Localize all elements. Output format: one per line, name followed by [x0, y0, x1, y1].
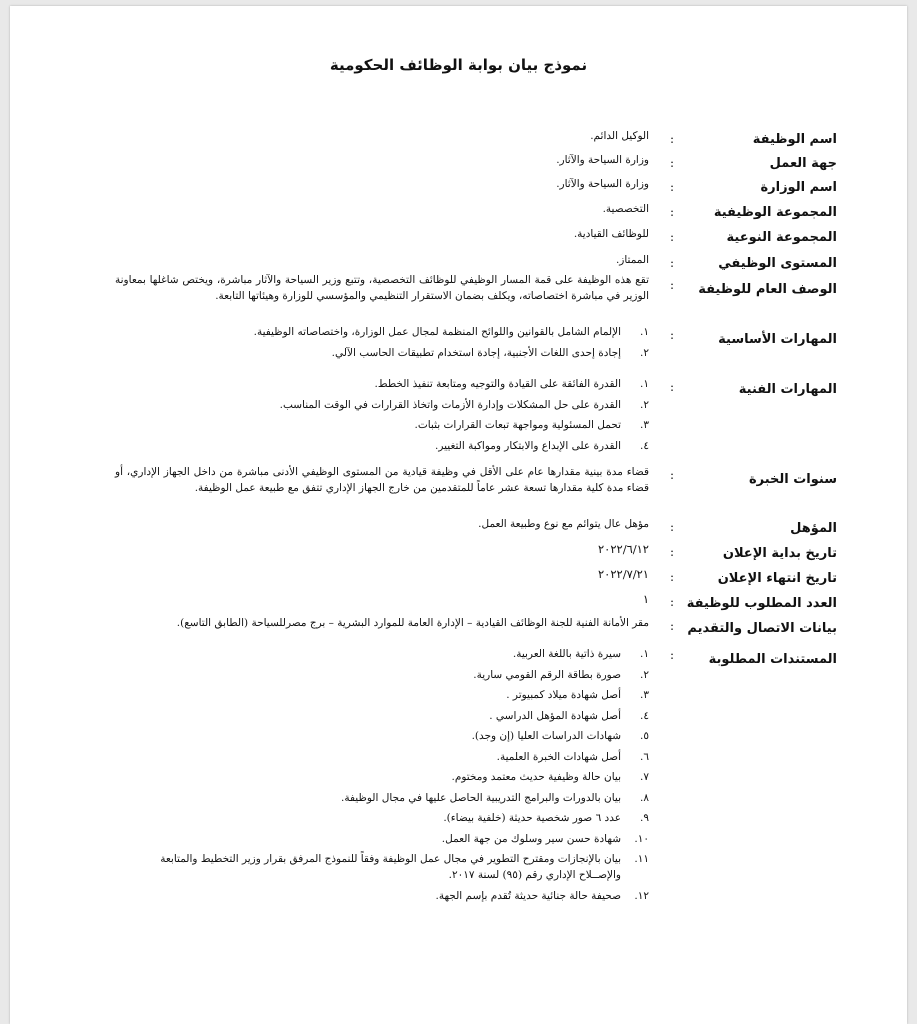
field-value: وزارة السياحة والآثار.: [556, 154, 649, 166]
field-label: الوصف العام للوظيفة: [698, 282, 837, 297]
field-label: تاريخ انتهاء الإعلان: [717, 571, 837, 586]
field-value: للوظائف القيادية.: [573, 228, 649, 240]
field-colon: :: [669, 570, 675, 584]
basic-skills-list: [115, 324, 649, 361]
list-item: ٢. إجادة إحدى اللغات الأجنبية، إجادة استخدام تطبيقات الحاسب الآلي.: [331, 346, 649, 359]
field-colon: :: [669, 468, 675, 482]
field-colon: :: [669, 648, 675, 662]
list-item: ٨. بيان بالدورات والبرامج التدريبية الحاصل عليها في مجال الوظيفة.: [341, 791, 649, 804]
list-item: ١٠. شهادة حسن سير وسلوك من جهة العمل.: [441, 832, 649, 845]
field-value: ٢٠٢٢/٧/٢١: [598, 567, 649, 581]
document-title: نموذج بيان بوابة الوظائف الحكومية: [329, 56, 588, 74]
field-value: التخصصية.: [602, 203, 649, 215]
field-value: الوكيل الدائم.: [590, 130, 649, 142]
field-colon: :: [669, 545, 675, 559]
field-colon: :: [669, 328, 675, 342]
field-label: اسم الوزارة: [760, 180, 837, 195]
list-item: ١٢. صحيفة حالة جنائية حديثة تُقدم بإسم الجهة.: [435, 889, 649, 902]
field-label: المجموعة الوظيفية: [713, 205, 837, 220]
list-item: ٩. عدد ٦ صور شخصية حديثة (خلفية بيضاء).: [443, 812, 649, 824]
list-item: ٥. شهادات الدراسات العليا (إن وجد).: [471, 730, 649, 742]
field-value: مقر الأمانة الفنية للجنة الوظائف القيادية – الإدارة العامة للموارد البشرية – برج مصرللسياحة (الطابق التاسع).: [176, 617, 649, 629]
field-value: مؤهل عال يتوائم مع نوع وطبيعة العمل.: [478, 518, 649, 530]
field-colon: :: [669, 205, 675, 219]
field-label: المهارات الأساسية: [718, 332, 837, 347]
field-label: المؤهل: [790, 521, 837, 536]
field-value: تقع هذه الوظيفة على قمة المسار الوظيفي للوظائف التخصصية، وتتبع وزير السياحة والآثار مباشرة، ويختص شاغلها بمعاونة الوزير في مباشرة اختصاصاته، ويكلف بضمان الاستقرار التنظيمي والمؤسسي للوزارة وهيئاتها التابعة.: [115, 274, 649, 302]
field-value: الممتاز.: [615, 254, 649, 266]
list-item: ٣. تحمل المسئولية ومواجهة تبعات القرارات بثبات.: [414, 419, 649, 431]
field-label: المستوى الوظيفي: [718, 256, 837, 271]
field-colon: :: [669, 520, 675, 534]
field-colon: :: [669, 380, 675, 394]
field-value: وزارة السياحة والآثار.: [556, 178, 649, 190]
field-label: سنوات الخبرة: [748, 472, 837, 487]
field-label: اسم الوظيفة: [752, 132, 837, 147]
field-colon: :: [669, 619, 675, 633]
field-colon: :: [669, 256, 675, 270]
field-label: بيانات الاتصال والتقديم: [687, 621, 837, 636]
list-item: ١. الإلمام الشامل بالقوانين واللوائح المنظمة لمجال عمل الوزارة، واختصاصاته الوظيفية.: [253, 326, 649, 338]
list-item: ١١. بيان بالإنجازات ومقترح التطوير في مجال عمل الوظيفة وفقاً للنموذج المرفق بقرار وزير التخطيط والمتابعة والإصــلاح الإداري رقم (٩٥) لسنة ٢٠١٧.: [160, 853, 649, 881]
list-item: ٤. أصل شهادة المؤهل الدراسي .: [489, 709, 649, 722]
field-value: ٢٠٢٢/٦/١٢: [598, 542, 649, 556]
list-item: ٢. صورة بطاقة الرقم القومي سارية.: [473, 668, 649, 681]
field-value: قضاء مدة بينية مقدارها عام على الأقل في وظيفة قيادية من المستوى الوظيفي الأدنى مباشرة من داخل الجهاز الإداري، أو قضاء مدة كلية مقدارها تسعة عشر عاماً للمتقدمين من خارج الجهاز الإداري تتفق مع طبيعة عمل الوظيفة.: [115, 466, 649, 494]
field-value: ١: [642, 592, 649, 606]
field-label: جهة العمل: [769, 156, 837, 171]
field-label: تاريخ بداية الإعلان: [722, 546, 837, 561]
field-colon: :: [669, 230, 675, 244]
field-label: العدد المطلوب للوظيفة: [686, 596, 837, 611]
list-item: ١. سيرة ذاتية باللغة العربية.: [512, 648, 649, 660]
list-item: ٢. القدرة على حل المشكلات وإدارة الأزمات واتخاذ القرارات في الوقت المناسب.: [279, 398, 649, 411]
document-page: [10, 6, 907, 1024]
technical-skills-list: [115, 376, 649, 454]
documents-list: [115, 646, 649, 904]
list-item: ٣. أصل شهادة ميلاد كمبيوتر .: [506, 689, 649, 701]
list-item: ١. القدرة الفائقة على القيادة والتوجيه ومتابعة تنفيذ الخطط.: [374, 378, 649, 390]
field-colon: :: [669, 180, 675, 194]
field-label: المجموعة النوعية: [726, 230, 837, 245]
list-item: ٤. القدرة على الإبداع والابتكار ومواكبة التغيير.: [434, 439, 649, 452]
field-colon: :: [669, 132, 675, 146]
field-colon: :: [669, 278, 675, 292]
list-item: ٧. بيان حالة وظيفية حديث معتمد ومختوم.: [451, 771, 649, 783]
list-item: ٦. أصل شهادات الخبرة العلمية.: [496, 750, 649, 763]
field-label: المهارات الفنية: [738, 382, 837, 397]
field-colon: :: [669, 156, 675, 170]
field-colon: :: [669, 595, 675, 609]
field-label: المستندات المطلوبة: [708, 652, 837, 667]
